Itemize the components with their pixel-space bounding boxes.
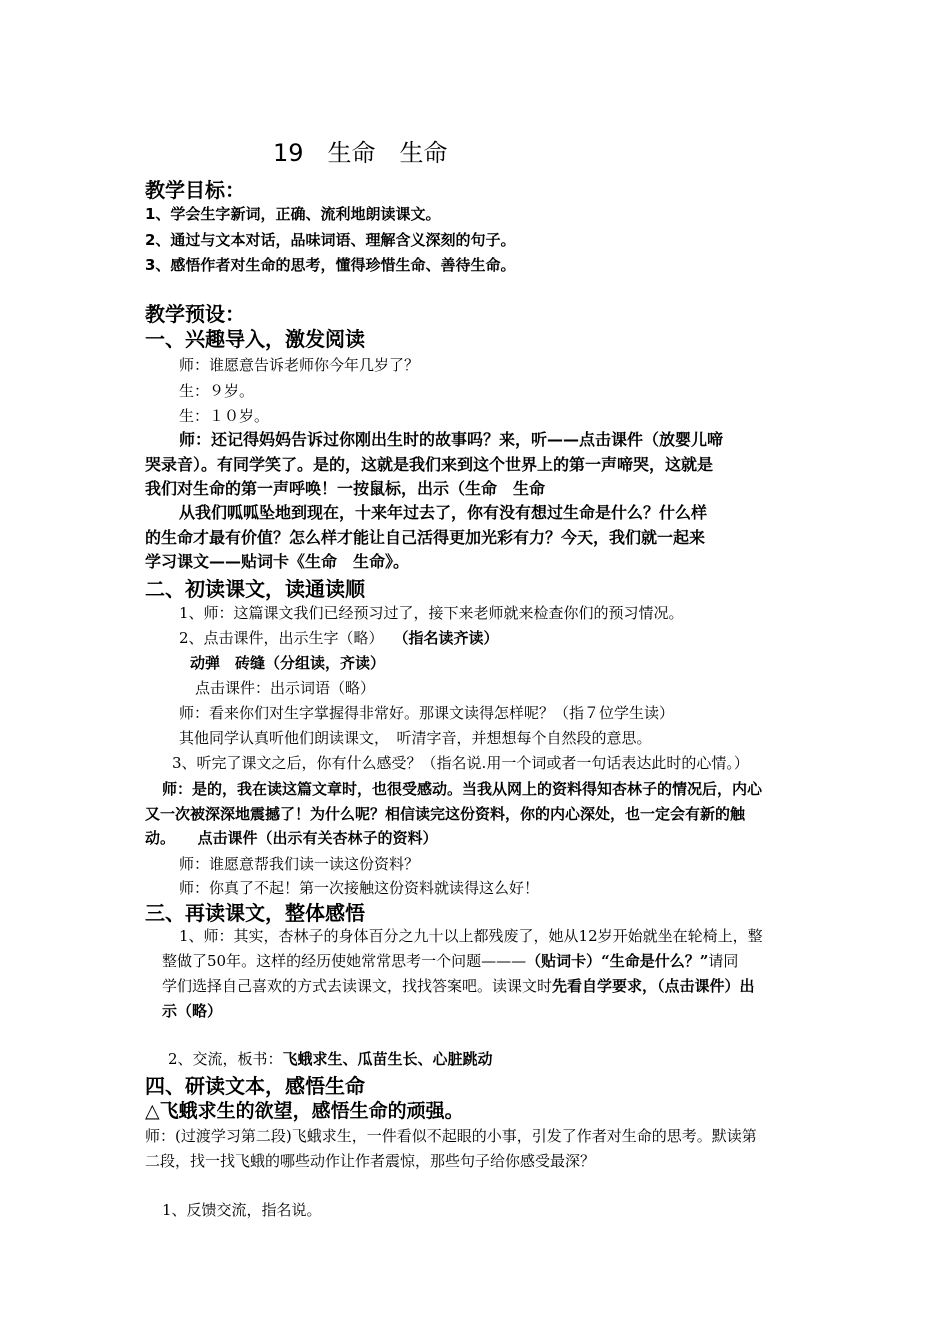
text-line (162, 975, 755, 996)
goal-item: 2、通过与文本对话，品味词语、理解含义深刻的句子。 (145, 231, 516, 249)
paragraph-line: 师：还记得妈妈告诉过你刚出生时的故事吗？来，听——点击课件（放婴儿啼 (179, 430, 724, 449)
dialogue-line: 生：９岁。 (179, 382, 255, 400)
text-line: 师：看来你们对生字掌握得非常好。那课文读得怎样呢？（指７位学生读） (179, 704, 675, 722)
bold-span: （贴词卡）“生命是什么？” (526, 952, 709, 970)
text-span: 整做了50年。这样的经历使她常常思考一个问题——— (162, 952, 527, 970)
section4-heading: 四、研读文本，感悟生命 (145, 1074, 365, 1098)
text-line: 师：你真了不起！第一次接触这份资料就读得这么好！ (179, 879, 540, 897)
paragraph-line: 又一次被深深地震撼了！为什么呢？相信读完这份资料，你的内心深处，也一定会有新的触 (145, 805, 746, 823)
text-line (168, 1048, 493, 1069)
text-span: 学们选择自己喜欢的方式去读课文，找找答案吧。读课文时 (162, 977, 553, 995)
paragraph-line: 的生命才最有价值？怎么样才能让自己活得更加光彩有力？今天，我们就一起来 (145, 528, 706, 547)
section1-heading: 一、兴趣导入，激发阅读 (145, 327, 365, 351)
text-span: 请同 (708, 952, 739, 970)
text-line: 1、师：这篇课文我们已经预习过了，接下来老师就来检查你们的预习情况。 (179, 604, 684, 622)
paragraph-line: 动。 点击课件（出示有关杏林子的资料） (145, 829, 438, 847)
dialogue-line: 师：谁愿意告诉老师你今年几岁了？ (179, 356, 420, 374)
paragraph-line: 哭录音）。有同学笑了。是的，这就是我们来到这个世界上的第一声啼哭，这就是 (145, 455, 714, 474)
paragraph-line: 师：是的，我在读这篇文章时，也很受感动。当我从网上的资料得知杏林子的情况后，内心 (162, 780, 763, 798)
section3-heading: 三、再读课文，整体感悟 (145, 901, 365, 925)
text-line: 师：谁愿意帮我们读一读这份资料？ (179, 855, 420, 873)
section2-heading: 二、初读课文，读通读顺 (145, 577, 365, 601)
text-line: 示（略） (162, 1002, 223, 1020)
goal-item: 1、学会生字新词，正确、流利地朗读课文。 (145, 205, 441, 223)
paragraph-line: 从我们呱呱坠地到现在，十来年过去了，你有没有想过生命是什么？什么样 (179, 503, 708, 522)
goal-item: 3、感悟作者对生命的思考，懂得珍惜生命、善待生命。 (145, 256, 516, 274)
text-line (179, 627, 499, 648)
text-line: 点击课件：出示词语（略） (195, 679, 376, 697)
text-line: 师：(过渡学习第二段)飞蛾求生，一件看似不起眼的小事，引发了作者对生命的思考。默读第 (145, 1127, 757, 1145)
word-line: 动弹 砖缝（分组读，齐读） (190, 654, 386, 672)
bold-span: （指名读齐读） (393, 629, 499, 647)
text-span: 2、交流，板书： (168, 1050, 283, 1068)
paragraph-line: 学习课文——贴词卡《生命 生命》。 (145, 552, 410, 571)
lesson-title: 19 生命 生命 (273, 139, 448, 167)
preset-heading: 教学预设： (145, 302, 245, 326)
text-line: 二段，找一找飞蛾的哪些动作让作者震惊，那些句子给你感受最深？ (145, 1152, 596, 1170)
dialogue-line: 生：１０岁。 (179, 407, 270, 425)
text-line: 1、师：其实，杏林子的身体百分之九十以上都残废了，她从12岁开始就坐在轮椅上，整 (179, 927, 763, 945)
section4-subheading: △飞蛾求生的欲望，感悟生命的顽强。 (145, 1100, 464, 1122)
text-line: 1、反馈交流，指名说。 (162, 1201, 322, 1219)
text-line (162, 950, 738, 971)
text-line: 3、听完了课文之后，你有什么感受？（指名说.用一个词或者一句话表达此时的心情。） (172, 754, 749, 772)
bold-span: 飞蛾求生、瓜苗生长、心脏跳动 (282, 1050, 493, 1068)
text-line: 其他同学认真听他们朗读课文， 听清字音，并想想每个自然段的意思。 (179, 729, 652, 747)
text-span: 2、点击课件，出示生字（略） (179, 629, 384, 647)
paragraph-line: 我们对生命的第一声呼唤！一按鼠标，出示（生命 生命 (145, 479, 546, 498)
goals-heading: 教学目标： (145, 178, 245, 202)
bold-span: 先看自学要求，（点击课件）出 (552, 977, 755, 995)
